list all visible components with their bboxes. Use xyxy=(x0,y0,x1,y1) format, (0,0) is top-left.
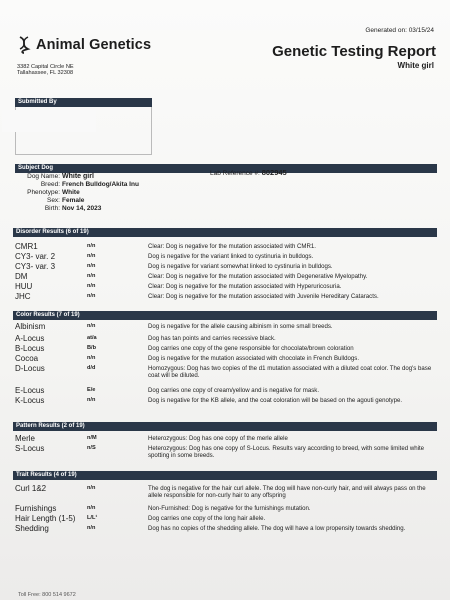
result-description: Homozygous: Dog has two copies of the d1 mutation associated with a diluted coat color. The dog's base coat will be diluted. xyxy=(148,365,432,379)
birth-row: Birth: Nov 14, 2023 xyxy=(44,205,102,212)
genotype: E/e xyxy=(87,387,96,393)
genotype: at/a xyxy=(87,335,97,341)
footer-phone: Toll Free: 800 514 9672 xyxy=(18,592,76,598)
result-description: Heterozygous: Dog has one copy of the merle allele xyxy=(148,435,288,442)
company-name: Animal Genetics xyxy=(36,37,152,53)
test-name: Cocoa xyxy=(15,354,39,363)
genotype: n/n xyxy=(87,485,96,491)
result-description: Dog has no copies of the shedding allele. The dog will have a low propensity towards shedding. xyxy=(148,525,406,532)
result-description: Dog carries one copy of cream/yellow and is negative for mask. xyxy=(148,387,320,394)
report-subtitle: White girl xyxy=(397,61,434,70)
address-line-1: 3382 Capital Circle NE xyxy=(17,64,74,70)
genotype: n/n xyxy=(87,243,96,249)
genotype: n/S xyxy=(87,445,96,451)
test-name: CY3- var. 2 xyxy=(15,252,56,261)
genotype: n/n xyxy=(87,273,96,279)
genotype: n/n xyxy=(87,505,96,511)
address-line-2: Tallahassee, FL 32308 xyxy=(17,70,74,77)
result-description: Clear: Dog is negative for the mutation associated with Degenerative Myelopathy. xyxy=(148,273,368,280)
genotype: n/n xyxy=(87,525,96,531)
company-address xyxy=(17,64,74,77)
disorder-results-bar: Disorder Results (6 of 19) xyxy=(13,228,437,237)
generated-date: Generated on: 03/15/24 xyxy=(365,27,434,34)
dna-logo-icon xyxy=(17,36,31,54)
sex: Female xyxy=(62,197,85,204)
redacted-area xyxy=(2,110,96,132)
dog-name: White girl xyxy=(62,173,94,180)
result-description: Dog has tan points and carries recessive black. xyxy=(148,335,276,342)
genotype: n/n xyxy=(87,283,96,289)
test-name: HUU xyxy=(15,282,33,291)
genotype: n/n xyxy=(87,253,96,259)
phenotype: White xyxy=(62,189,80,196)
result-description: Clear: Dog is negative for the mutation associated with Hyperuricosuria. xyxy=(148,283,342,290)
color-results-bar: Color Results (7 of 19) xyxy=(13,311,437,320)
result-description: Dog is negative for the variant linked to cystinuria in bulldogs. xyxy=(148,253,314,260)
test-name: DM xyxy=(15,272,28,281)
result-description: Dog is negative for the allele causing albinism in some small breeds. xyxy=(148,323,333,330)
test-name: B-Locus xyxy=(15,344,45,353)
test-name: CY3- var. 3 xyxy=(15,262,56,271)
lab-reference: Lab Reference #: 802945 xyxy=(210,168,287,177)
test-name: Albinism xyxy=(15,322,46,331)
genotype: n/n xyxy=(87,355,96,361)
lab-reference-number: 802945 xyxy=(261,168,287,177)
result-description: Non-Furnished: Dog is negative for the furnishings mutation. xyxy=(148,505,311,512)
birth: Nov 14, 2023 xyxy=(62,205,102,212)
test-name: Merle xyxy=(15,434,36,443)
phenotype-row: Phenotype: White xyxy=(27,189,80,196)
result-description: Clear: Dog is negative for the mutation associated with CMR1. xyxy=(148,243,316,250)
trait-results-bar: Trait Results (4 of 19) xyxy=(13,471,437,480)
genotype: L/L¹ xyxy=(87,515,98,521)
genotype: n/M xyxy=(87,435,97,441)
result-description: Heterozygous: Dog has one copy of S-Locus. Results vary according to breed, with some limited white spotting in some breeds. xyxy=(148,445,425,459)
pattern-results-bar: Pattern Results (2 of 19) xyxy=(13,422,437,431)
result-description: Dog carries one copy of the long hair allele. xyxy=(148,515,266,522)
genotype: n/n xyxy=(87,293,96,299)
test-name: CMR1 xyxy=(15,242,38,251)
test-name: E-Locus xyxy=(15,386,45,395)
genotype: n/n xyxy=(87,323,96,329)
result-description: Dog is negative for the mutation associated with chocolate in French Bulldogs. xyxy=(148,355,360,362)
test-name: A-Locus xyxy=(15,334,45,343)
test-name: Furnishings xyxy=(15,504,57,513)
test-name: Hair Length (1-5) xyxy=(15,514,76,523)
genotype: B/b xyxy=(87,345,97,351)
sex-row: Sex: Female xyxy=(46,197,85,204)
genotype: d/d xyxy=(87,365,96,371)
breed: French Bulldog/Akita Inu xyxy=(62,181,139,188)
test-name: Curl 1&2 xyxy=(15,484,47,493)
genotype: n/n xyxy=(87,263,96,269)
test-name: Shedding xyxy=(15,524,49,533)
result-description: The dog is negative for the hair curl allele. The dog will have non-curly hair, and will always pass on the allele responsible for non-curly hair to any offspring xyxy=(148,485,426,499)
test-name: S-Locus xyxy=(15,444,45,453)
test-name: K-Locus xyxy=(15,396,45,405)
dog-name-row: Dog Name: White girl xyxy=(27,173,94,180)
result-description: Dog is negative for variant somewhat linked to cystinuria in bulldogs. xyxy=(148,263,333,270)
subject-dog-bar: Subject Dog xyxy=(15,164,437,173)
breed-row: Breed: French Bulldog/Akita Inu xyxy=(40,181,139,188)
submitted-by-bar: Submitted By xyxy=(15,98,152,107)
test-name: D-Locus xyxy=(15,364,45,373)
report-title: Genetic Testing Report xyxy=(272,43,436,60)
test-name: JHC xyxy=(15,292,31,301)
genotype: n/n xyxy=(87,397,96,403)
company-logo xyxy=(17,36,151,54)
result-description: Dog carries one copy of the gene responsible for chocolate/brown coloration xyxy=(148,345,354,352)
result-description: Clear: Dog is negative for the mutation associated with Juvenile Hereditary Cataracts. xyxy=(148,293,379,300)
result-description: Dog is negative for the KB allele, and the coat coloration will be based on the agouti genotype. xyxy=(148,397,403,404)
